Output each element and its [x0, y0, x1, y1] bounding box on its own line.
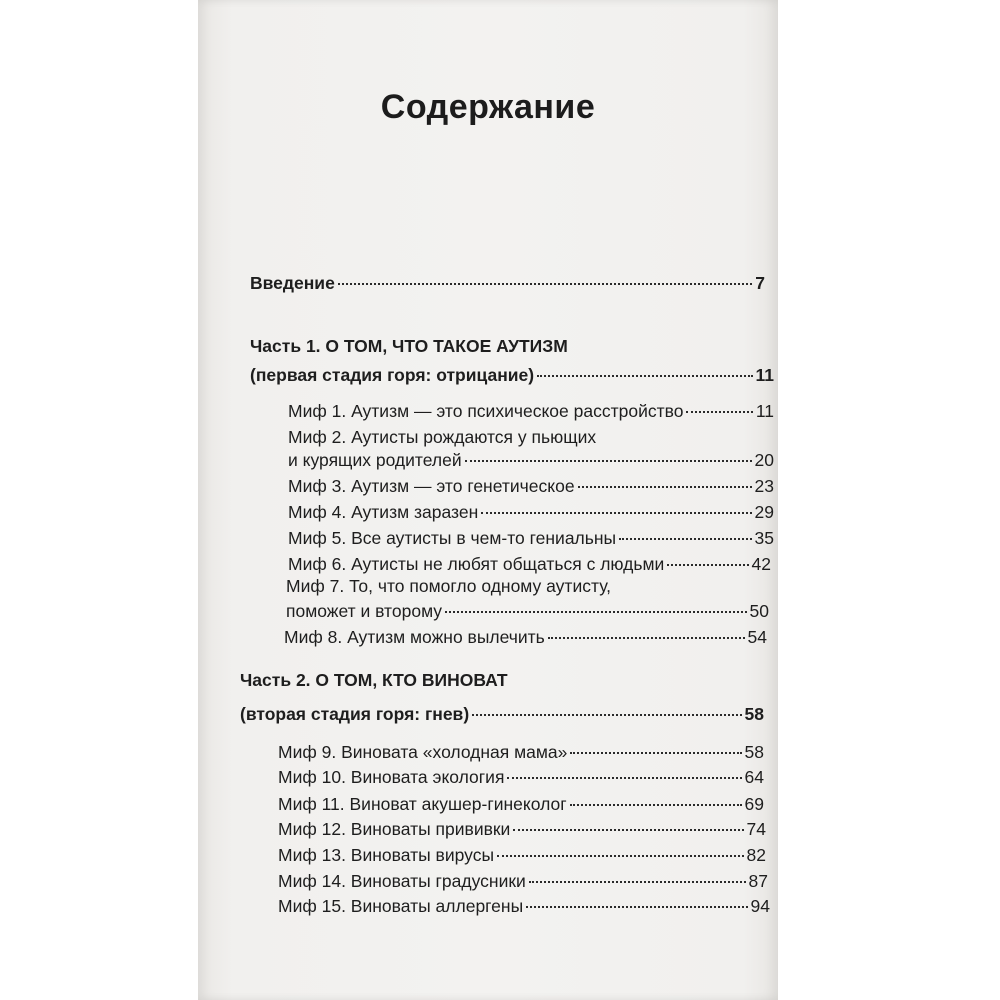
dot-leader	[548, 637, 745, 639]
toc-entry-myth-5	[288, 528, 774, 554]
dot-leader	[686, 411, 752, 413]
part2-heading: Часть 2. О ТОМ, КТО ВИНОВАТ	[240, 670, 508, 690]
dot-leader	[667, 564, 748, 566]
toc-entry-label: Миф 6. Аутисты не любят общаться с людьми	[288, 554, 665, 574]
toc-entry-label: Введение	[250, 273, 335, 293]
toc-entry-myth-15	[278, 896, 770, 922]
toc-entry-page: 7	[755, 273, 765, 293]
toc-entry-page: 87	[748, 871, 768, 891]
toc-entry-page: 35	[754, 528, 774, 548]
toc-entry-page: 11	[755, 401, 774, 421]
toc-entry-page: 29	[754, 502, 774, 522]
toc-entry-myth-4	[288, 502, 774, 528]
toc-entry-page: 11	[755, 365, 774, 385]
page-title: Содержание	[380, 88, 596, 126]
toc-entry-page: 42	[751, 554, 771, 574]
dot-leader	[481, 512, 751, 514]
toc-entry-label: Миф 14. Виноваты градусники	[278, 871, 526, 891]
toc-entry-page: 64	[744, 767, 764, 787]
toc-entry-label: Миф 3. Аутизм — это генетическое	[288, 476, 575, 496]
toc-entry-page: 50	[749, 601, 769, 621]
toc-entry-part2	[240, 704, 764, 730]
toc-entry-label: (первая стадия горя: отрицание)	[250, 365, 535, 385]
toc-entry-page: 82	[746, 845, 766, 865]
toc-entry-myth-9	[278, 742, 764, 768]
toc-entry-label: (вторая стадия горя: гнев)	[240, 704, 470, 724]
toc-entry-label: Миф 8. Аутизм можно вылечить	[284, 627, 545, 647]
toc-entry-page: 69	[744, 794, 764, 814]
toc-entry-label: поможет и второму	[286, 601, 443, 621]
part1-heading: Часть 1. О ТОМ, ЧТО ТАКОЕ АУТИЗМ	[250, 336, 568, 356]
toc-entry-myth-2-line1: Миф 2. Аутисты рождаются у пьющих	[288, 427, 597, 447]
toc-entry-myth-13	[278, 845, 766, 871]
toc-entry-myth-11	[278, 794, 764, 820]
toc-entry-page: 74	[746, 819, 766, 839]
toc-entry-label: Миф 9. Виновата «холодная мама»	[278, 742, 568, 762]
dot-leader	[445, 611, 746, 613]
dot-leader	[537, 375, 752, 377]
toc-entry-label: Миф 12. Виноваты прививки	[278, 819, 511, 839]
toc-entry-page: 23	[754, 476, 774, 496]
dot-leader	[465, 460, 752, 462]
dot-leader	[513, 829, 743, 831]
toc-entry-label: Миф 10. Виновата экология	[278, 767, 505, 787]
toc-entry-label: Миф 4. Аутизм заразен	[288, 502, 479, 522]
dot-leader	[578, 486, 752, 488]
toc-entry-myth-3	[288, 476, 774, 502]
dot-leader	[338, 283, 752, 285]
toc-entry-myth-7	[286, 601, 769, 627]
toc-entry-page: 54	[747, 627, 767, 647]
toc-entry-myth-8	[284, 627, 767, 653]
dot-leader	[570, 804, 742, 806]
book-page	[198, 0, 778, 1000]
dot-leader	[619, 538, 751, 540]
dot-leader	[472, 714, 741, 716]
toc-entry-myth-12	[278, 819, 766, 845]
toc-entry-label: Миф 11. Виноват акушер-гинеколог	[278, 794, 567, 814]
toc-entry-myth-2	[288, 450, 774, 476]
dot-leader	[529, 881, 746, 883]
toc-entry-page: 20	[754, 450, 774, 470]
toc-entry-label: Миф 5. Все аутисты в чем-то гениальны	[288, 528, 617, 548]
toc-entry-page: 58	[744, 704, 764, 724]
dot-leader	[497, 855, 743, 857]
dot-leader	[507, 777, 741, 779]
dot-leader	[526, 906, 747, 908]
dot-leader	[570, 752, 741, 754]
toc-entry-page: 94	[750, 896, 770, 916]
toc-entry-part1	[250, 365, 774, 391]
toc-entry-myth-7-line1: Миф 7. То, что помогло одному аутисту,	[286, 576, 612, 596]
toc-entry-label: Миф 1. Аутизм — это психическое расстройство	[288, 401, 684, 421]
toc-entry-myth-10	[278, 767, 764, 793]
toc-entry-myth-14	[278, 871, 768, 897]
toc-entry-myth-1	[288, 401, 774, 427]
toc-entry-label: Миф 15. Виноваты аллергены	[278, 896, 524, 916]
toc-entry-intro	[250, 273, 765, 299]
toc-entry-label: и курящих родителей	[288, 450, 462, 470]
toc-entry-label: Миф 13. Виноваты вирусы	[278, 845, 495, 865]
toc-entry-page: 58	[744, 742, 764, 762]
